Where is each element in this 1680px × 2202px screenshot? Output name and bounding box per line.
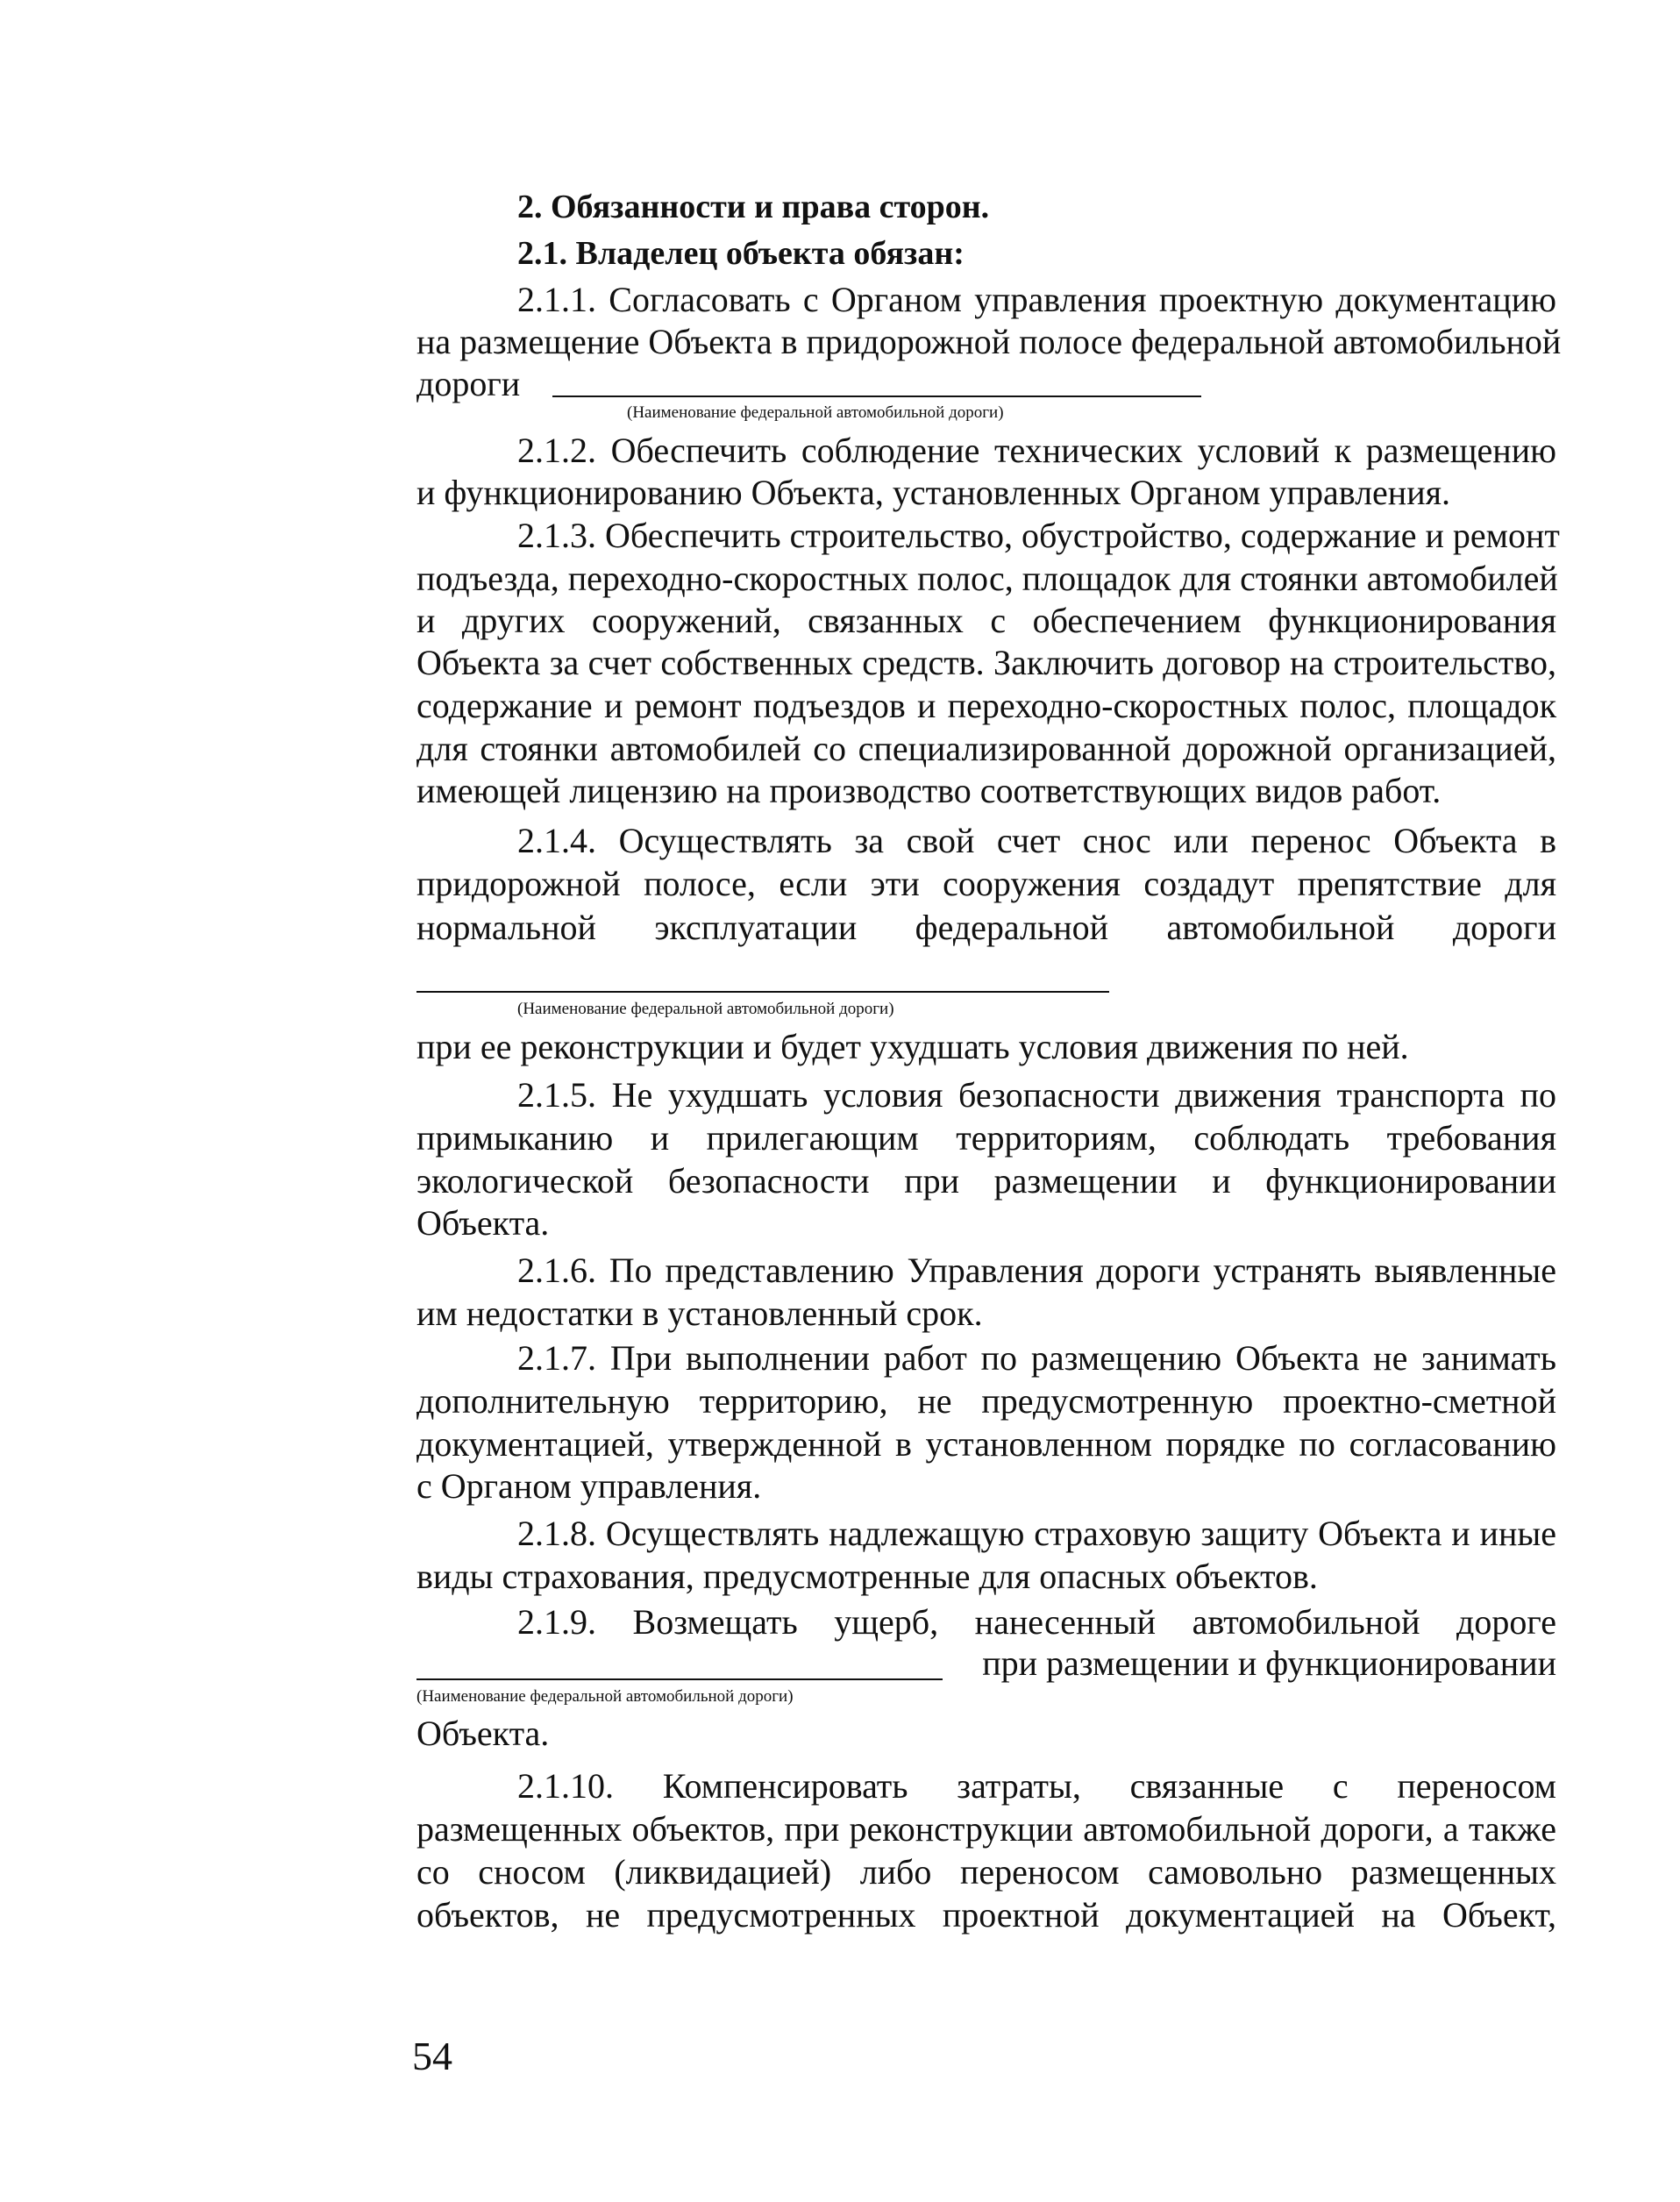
text-line: с Органом управления.: [416, 1466, 762, 1506]
road-name-caption: (Наименование федеральной автомобильной дороги): [627, 403, 1004, 422]
text-line: 2.1.7. При выполнении работ по размещению Объекта не занимать: [517, 1338, 1556, 1378]
text-line: дополнительную территорию, не предусмотренную проектно-сметной: [416, 1381, 1556, 1421]
text-line: 2.1.1. Согласовать с Органом управления проектную документацию: [517, 280, 1556, 319]
text-line: при ее реконструкции и будет ухудшать условия движения по ней.: [416, 1027, 1409, 1066]
road-name-caption: (Наименование федеральной автомобильной дороги): [517, 1000, 894, 1018]
blank-line-road-name: [416, 1678, 943, 1680]
text-line: примыканию и прилегающим территориям, соблюдать требования: [416, 1118, 1556, 1158]
text-line: содержание и ремонт подъездов и переходно-скоростных полос, площадок: [416, 686, 1556, 725]
blank-line-road-name: [416, 991, 1109, 993]
text-line: 2.1.6. По представлению Управления дороги устранять выявленные: [517, 1251, 1556, 1290]
text-line: Объекта.: [416, 1203, 550, 1243]
section-heading: 2. Обязанности и права сторон.: [517, 189, 990, 225]
text-line: дороги: [416, 364, 521, 403]
text-line: для стоянки автомобилей со специализированной дорожной организацией,: [416, 729, 1556, 768]
text-line: на размещение Объекта в придорожной полосе федеральной автомобильной: [416, 322, 1562, 361]
page-number: 54: [412, 2034, 452, 2078]
text-line: виды страхования, предусмотренные для опасных объектов.: [416, 1557, 1318, 1596]
text-line: и других сооружений, связанных с обеспечением функционирования: [416, 601, 1556, 640]
text-line: 2.1.10. Компенсировать затраты, связанные с переносом: [517, 1766, 1556, 1806]
text-line: 2.1.5. Не ухудшать условия безопасности движения транспорта по: [517, 1075, 1556, 1115]
text-line: 2.1.2. Обеспечить соблюдение технических условий к размещению: [517, 431, 1556, 470]
road-name-caption: (Наименование федеральной автомобильной дороги): [416, 1687, 794, 1706]
text-line: 2.1.8. Осуществлять надлежащую страховую защиту Объекта и иные: [517, 1514, 1556, 1553]
text-line: размещенных объектов, при реконструкции автомобильной дороги, а также: [416, 1809, 1556, 1849]
subsection-heading: 2.1. Владелец объекта обязан:: [517, 235, 965, 272]
text-line: документацией, утвержденной в установленном порядке по согласованию: [416, 1424, 1556, 1464]
text-line: 2.1.9. Возмещать ущерб, нанесенный автомобильной дороге: [517, 1602, 1556, 1642]
text-line: объектов, не предусмотренных проектной документацией на Объект,: [416, 1895, 1556, 1935]
text-line: экологической безопасности при размещении и функционировании: [416, 1161, 1556, 1201]
text-line: Объекта.: [416, 1714, 550, 1753]
text-line: придорожной полосе, если эти сооружения создадут препятствие для: [416, 864, 1556, 903]
text-line: 2.1.3. Обеспечить строительство, обустройство, содержание и ремонт: [517, 516, 1560, 555]
text-line: подъезда, переходно-скоростных полос, площадок для стоянки автомобилей: [416, 559, 1558, 598]
text-line: 2.1.4. Осуществлять за свой счет снос или перенос Объекта в: [517, 821, 1556, 860]
text-line: Объекта за счет собственных средств. Заключить договор на строительство,: [416, 643, 1556, 682]
text-line: имеющей лицензию на производство соответствующих видов работ.: [416, 771, 1442, 810]
blank-line-road-name: [552, 396, 1201, 397]
text-line: нормальной эксплуатации федеральной автомобильной дороги: [416, 908, 1556, 947]
text-line: и функционированию Объекта, установленных Органом управления.: [416, 473, 1451, 512]
text-line: со сносом (ликвидацией) либо переносом самовольно размещенных: [416, 1852, 1556, 1892]
text-line: им недостатки в установленный срок.: [416, 1293, 983, 1333]
text-line: при размещении и функционировании: [982, 1643, 1556, 1683]
